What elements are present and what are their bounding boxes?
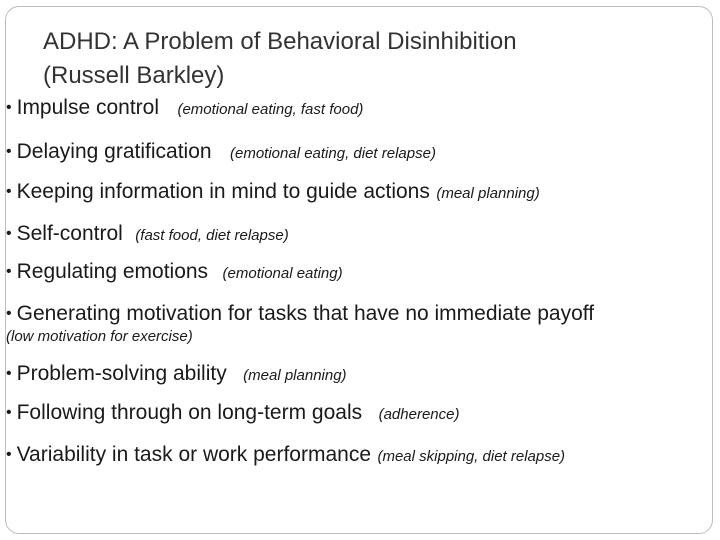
bullet-note: (adherence) [378,406,460,423]
bullet-following-through [6,401,459,425]
title-line-2: (Russell Barkley) [43,62,225,89]
bullet-regulating-emotions [6,260,343,284]
bullet-text: Problem-solving ability [16,362,227,385]
bullet-marker: • [6,446,12,463]
bullet-marker: • [6,404,12,421]
slide-title [43,25,703,93]
bullet-note: (emotional eating) [222,265,343,282]
bullet-text: Impulse control [16,96,160,119]
bullet-marker: • [6,365,12,382]
bullet-note: (emotional eating, fast food) [177,101,364,118]
bullet-impulse-control [6,96,363,120]
bullet-note: (meal skipping, diet relapse) [377,448,566,465]
bullet-note: (meal planning) [243,367,347,384]
bullet-marker: • [6,263,12,280]
bullet-delaying-gratification [6,140,436,164]
bullet-text: Generating motivation for tasks that have no immediate payoff [16,302,595,325]
bullet-note: (low motivation for exercise) [6,328,193,345]
title-line-1: ADHD: A Problem of Behavioral Disinhibition [43,28,517,55]
bullet-text: Regulating emotions [16,260,209,283]
bullet-marker: • [6,225,12,242]
bullet-text: Delaying gratification [16,140,212,163]
bullet-note: (fast food, diet relapse) [135,227,289,244]
bullet-text: Variability in task or work performance [16,443,372,466]
bullet-text: Keeping information in mind to guide actions [16,180,430,203]
bullet-generating-motivation [6,302,594,326]
bullet-text: Following through on long-term goals [16,401,363,424]
bullet-text: Self-control [16,222,123,245]
bullet-note: (emotional eating, diet relapse) [230,145,436,162]
bullet-problem-solving [6,362,347,386]
bullet-marker: • [6,305,12,322]
bullet-generating-motivation-note [6,328,193,346]
bullet-marker: • [6,99,12,116]
bullet-marker: • [6,183,12,200]
bullet-marker: • [6,143,12,160]
bullet-self-control [6,222,289,246]
bullet-variability [6,443,565,467]
bullet-keeping-information [6,180,540,204]
bullet-note: (meal planning) [436,185,540,202]
